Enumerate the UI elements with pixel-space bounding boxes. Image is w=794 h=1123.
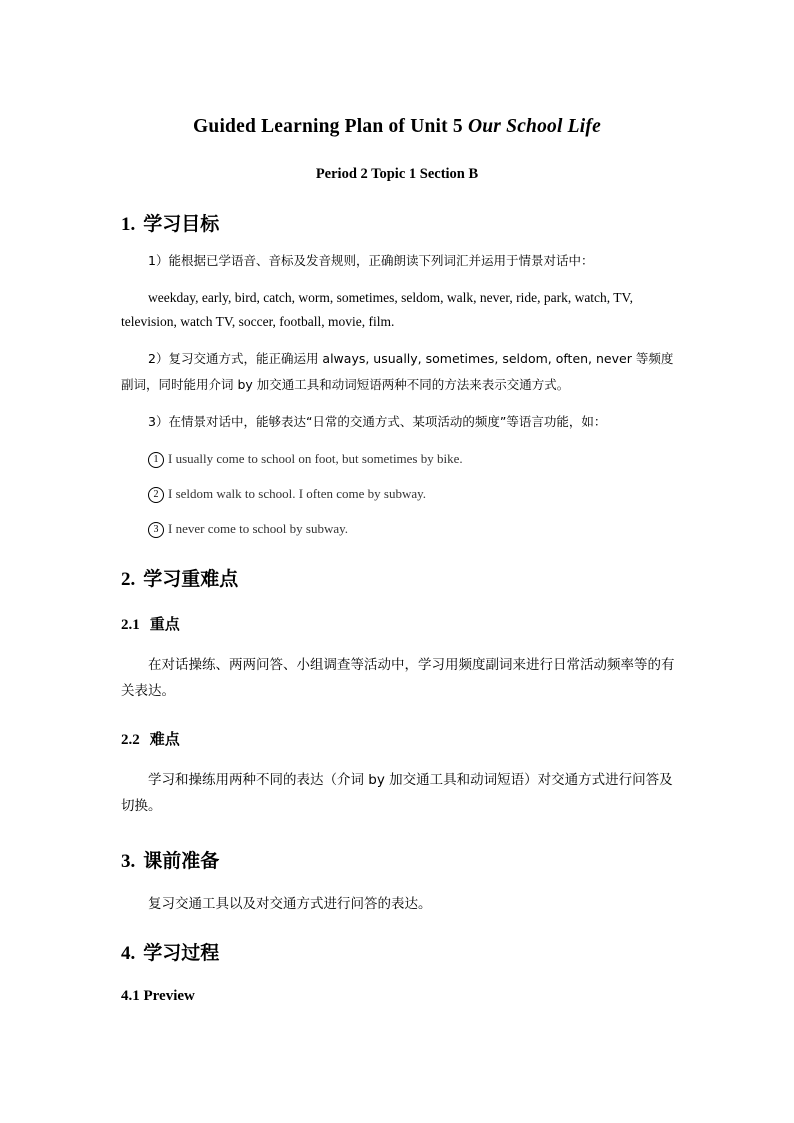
subsection-2-2-heading (121, 728, 180, 749)
document-title (0, 116, 794, 138)
section-2-heading (121, 564, 238, 591)
vocabulary-list: weekday, early, bird, catch, worm, sometimes, seldom, walk, never, ride, park, watch, TV, television, watch TV, soccer, football, movie, film. (121, 290, 633, 329)
section-number: 4. (121, 943, 136, 964)
example-sentence-2 (148, 486, 426, 503)
objective-1: 1）能根据已学语音、音标及发音规则，正确朗读下列词汇并运用于情景对话中： (148, 253, 594, 268)
section-4-heading (121, 938, 219, 965)
circled-number: 3 (148, 522, 164, 538)
section-number: 2. (121, 569, 136, 590)
circled-number: 2 (148, 487, 164, 503)
subsection-2-1-heading (121, 613, 180, 634)
example-text: I usually come to school on foot, but sometimes by bike. (168, 451, 463, 466)
section-3-heading (121, 846, 219, 873)
section-label: 学习目标 (143, 213, 220, 235)
section-number: 3. (121, 851, 136, 872)
title-italic: Our School Life (467, 116, 601, 137)
key-points-text: 在对话操练、两两问答、小组调查等活动中，学习用频度副词来进行日常活动频率等的有关表达。 (121, 657, 675, 699)
title-main: Guided Learning Plan of Unit 5 (193, 116, 463, 137)
example-text: I never come to school by subway. (168, 521, 349, 536)
objective-2: 2）复习交通方式，能正确运用 always, usually, sometimes, seldom, often, never 等频度副词，同时能用介词 by 加交通工具和动词短语两种不同的方法来表示交通方式。 (121, 351, 674, 392)
subsection-4-1-heading: 4.1 Preview (121, 988, 195, 1004)
circled-number: 1 (148, 452, 164, 468)
subsection-number: 2.2 (121, 732, 140, 748)
subsection-label: 难点 (149, 730, 180, 748)
difficult-points-text: 学习和操练用两种不同的表达（介词 by 加交通工具和动词短语）对交通方式进行问答及切换。 (121, 772, 673, 814)
section-label: 学习过程 (143, 942, 220, 964)
section-number: 1. (121, 214, 136, 235)
example-text: I seldom walk to school. I often come by subway. (168, 486, 427, 501)
preparation-text: 复习交通工具以及对交通方式进行问答的表达。 (148, 896, 432, 912)
document-subtitle: Period 2 Topic 1 Section B (315, 166, 479, 182)
example-sentence-3 (148, 521, 348, 538)
example-sentence-1 (148, 451, 463, 468)
section-1-heading (121, 209, 219, 236)
section-label: 学习重难点 (143, 568, 239, 590)
section-label: 课前准备 (143, 850, 220, 872)
objective-3: 3）在情景对话中，能够表达“日常的交通方式、某项活动的频度”等语言功能，如： (148, 414, 607, 429)
subsection-label: 重点 (149, 615, 180, 633)
subsection-number: 2.1 (121, 617, 140, 633)
